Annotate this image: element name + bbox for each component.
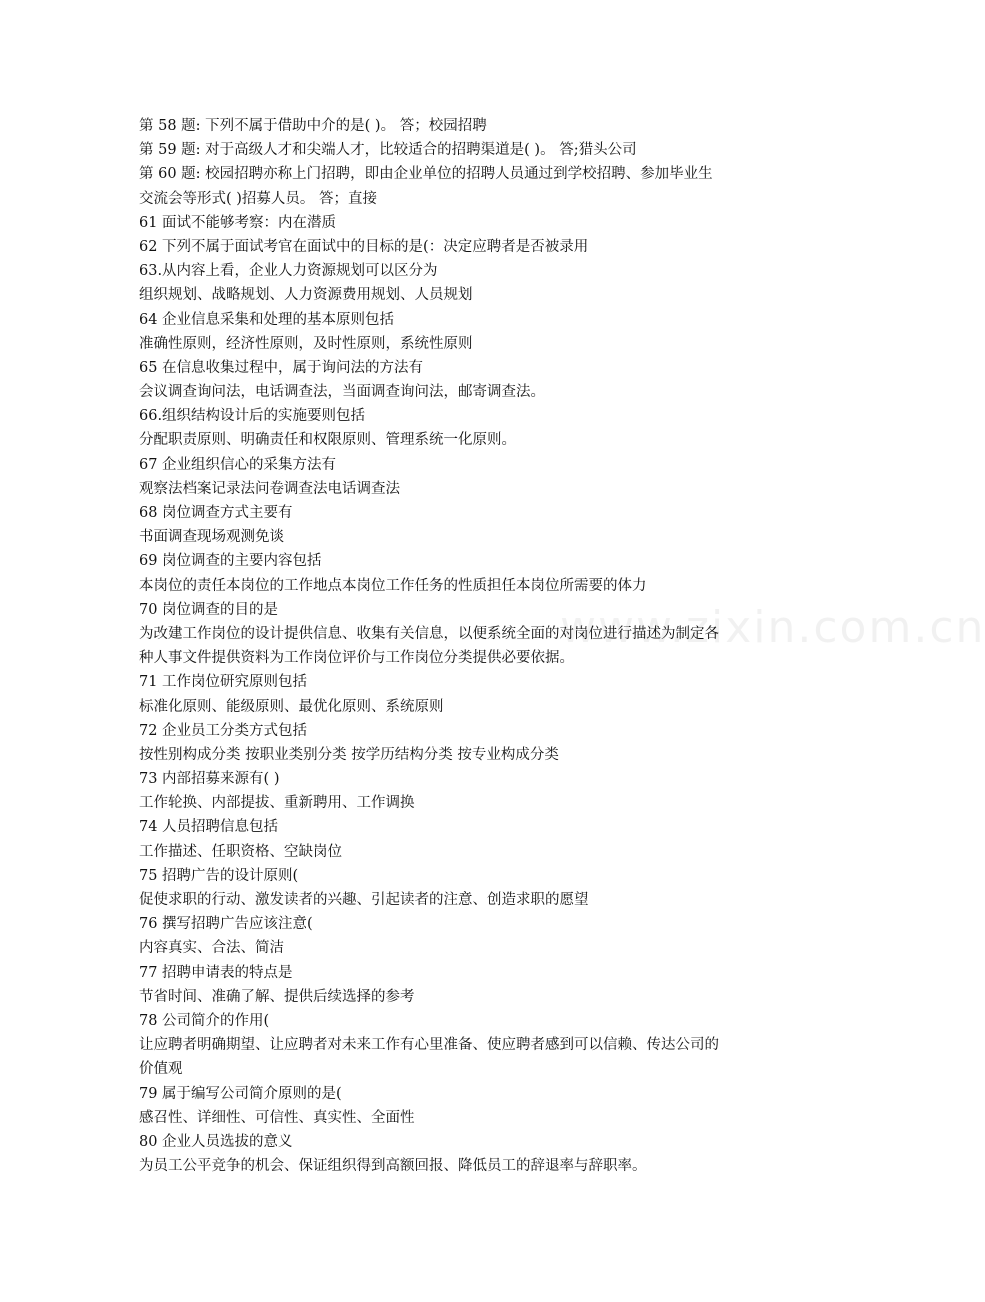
text-line: 67 企业组织信心的采集方法有 bbox=[139, 456, 337, 473]
text-line: 为员工公平竞争的机会、保证组织得到高额回报、降低员工的辞退率与辞职率。 bbox=[139, 1158, 647, 1175]
text-line: 79 属于编写公司简介原则的是( bbox=[139, 1085, 342, 1102]
text-line: 促使求职的行动、激发读者的兴趣、引起读者的注意、创造求职的愿望 bbox=[139, 892, 589, 908]
text-line: 本岗位的责任本岗位的工作地点本岗位工作任务的性质担任本岗位所需要的体力 bbox=[139, 577, 647, 594]
text-line: 73 内部招募来源有( ) bbox=[139, 771, 280, 788]
text-line: 74 人员招聘信息包括 bbox=[139, 819, 279, 836]
text-line: 价值观 bbox=[139, 1061, 183, 1078]
text-line: 第 59 题: 对于高级人才和尖端人才，比较适合的招聘渠道是( )。 答;猎头公司 bbox=[139, 142, 637, 159]
text-line: 75 招聘广告的设计原则( bbox=[139, 867, 299, 884]
text-line: 工作描述、任职资格、空缺岗位 bbox=[139, 843, 342, 860]
text-line: 书面调查现场观测免谈 bbox=[139, 529, 284, 546]
text-line: 种人事文件提供资料为工作岗位评价与工作岗位分类提供必要依据。 bbox=[139, 650, 574, 667]
document-body bbox=[139, 114, 789, 1178]
text-line: 77 招聘申请表的特点是 bbox=[139, 964, 293, 981]
text-line: 72 企业员工分类方式包括 bbox=[139, 722, 308, 739]
text-line: 66.组织结构设计后的实施要则包括 bbox=[139, 408, 366, 425]
text-line: 62 下列不属于面试考官在面试中的目标的是(：决定应聘者是否被录用 bbox=[139, 238, 589, 255]
text-line: 观察法档案记录法问卷调查法电话调查法 bbox=[139, 480, 400, 497]
text-line: 准确性原则，经济性原则，及时性原则，系统性原则 bbox=[139, 335, 473, 352]
text-line: 71 工作岗位研究原则包括 bbox=[139, 674, 308, 691]
text-line: 80 企业人员选拔的意义 bbox=[139, 1133, 293, 1150]
text-line: 68 岗位调查方式主要有 bbox=[139, 505, 293, 521]
text-line: 组织规划、战略规划、人力资源费用规划、人员规划 bbox=[139, 287, 473, 304]
text-line: 为改建工作岗位的设计提供信息、收集有关信息，以便系统全面的对岗位进行描述为制定各 bbox=[139, 625, 719, 642]
text-line: 64 企业信息采集和处理的基本原则包括 bbox=[139, 311, 395, 328]
text-line: 63.从内容上看，企业人力资源规划可以区分为 bbox=[139, 263, 438, 280]
text-line: 让应聘者明确期望、让应聘者对未来工作有心里准备、使应聘者感到可以信赖、传达公司的 bbox=[139, 1037, 719, 1054]
text-line: 按性别构成分类 按职业类别分类 按学历结构分类 按专业构成分类 bbox=[139, 746, 559, 763]
text-line: 65 在信息收集过程中，属于询问法的方法有 bbox=[139, 359, 424, 376]
text-line: 工作轮换、内部提拔、重新聘用、工作调换 bbox=[139, 795, 415, 812]
watermark-text: www.zixin.com.cn bbox=[560, 602, 985, 653]
text-line: 第 60 题: 校园招聘亦称上门招聘，即由企业单位的招聘人员通过到学校招聘、参加毕业生 bbox=[139, 166, 713, 183]
text-line: 交流会等形式( )招募人员。 答；直接 bbox=[139, 190, 378, 207]
text-line: 第 58 题: 下列不属于借助中介的是( )。 答；校园招聘 bbox=[139, 118, 487, 134]
text-line: 76 撰写招聘广告应该注意( bbox=[139, 916, 313, 933]
text-line: 70 岗位调查的目的是 bbox=[139, 601, 279, 618]
text-line: 分配职责原则、明确责任和权限原则、管理系统一化原则。 bbox=[139, 432, 516, 449]
text-line: 内容真实、合法、简洁 bbox=[139, 940, 284, 957]
text-line: 节省时间、准确了解、提供后续选择的参考 bbox=[139, 988, 415, 1005]
text-line: 69 岗位调查的主要内容包括 bbox=[139, 553, 322, 570]
text-line: 61 面试不能够考察：内在潜质 bbox=[139, 214, 337, 231]
text-line: 会议调查询问法，电话调查法，当面调查询问法，邮寄调查法。 bbox=[139, 384, 545, 401]
text-line: 感召性、详细性、可信性、真实性、全面性 bbox=[139, 1109, 415, 1126]
text-line: 标准化原则、能级原则、最优化原则、系统原则 bbox=[139, 698, 444, 715]
text-line: 78 公司简介的作用( bbox=[139, 1012, 270, 1029]
